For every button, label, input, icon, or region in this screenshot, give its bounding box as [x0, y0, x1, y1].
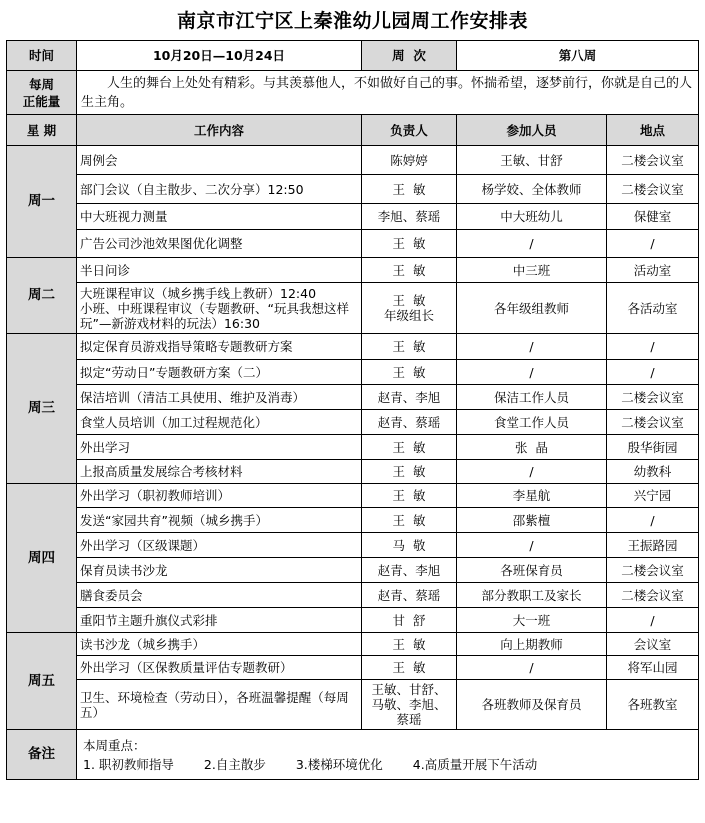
task-owner-line: 王 敏 [392, 488, 426, 503]
task-location: 二楼会议室 [607, 385, 699, 410]
task-participants: 王敏、甘舒 [457, 146, 607, 175]
task-participants: / [457, 533, 607, 558]
table-row [7, 334, 699, 360]
task-content [77, 230, 362, 258]
task-content-line: 卫生、环境检查（劳动日），各班温馨提醒（每周五） [80, 689, 349, 720]
task-content-line: 半日问诊 [80, 262, 131, 278]
day-label: 周五 [7, 633, 77, 730]
task-location: / [607, 334, 699, 360]
task-participants: / [457, 656, 607, 680]
task-participants: 向上期教师 [457, 633, 607, 656]
task-content [77, 334, 362, 360]
task-participants: 张 晶 [457, 435, 607, 460]
task-content [77, 360, 362, 385]
task-location: 殷华街园 [607, 435, 699, 460]
motto-label [7, 71, 77, 115]
task-content-line: 重阳节主题升旗仪式彩排 [80, 612, 218, 628]
table-row [7, 258, 699, 283]
task-owner-line: 王 敏 [392, 181, 426, 197]
task-content [77, 583, 362, 608]
task-content-line: 外出学习（区保教质量评估专题教研） [80, 660, 293, 675]
task-content [77, 175, 362, 204]
table-row [7, 608, 699, 633]
task-content [77, 608, 362, 633]
task-participants: 各年级组教师 [457, 283, 607, 334]
task-location: 二楼会议室 [607, 558, 699, 583]
task-owner [362, 680, 457, 730]
motto-label-line1: 每周 [28, 76, 54, 92]
task-content [77, 146, 362, 175]
task-owner-line: 王 敏 [392, 464, 426, 479]
task-owner [362, 334, 457, 360]
task-content-line: 周例会 [80, 152, 118, 168]
table-row [7, 385, 699, 410]
task-location: 二楼会议室 [607, 175, 699, 204]
page-title: 南京市江宁区上秦淮幼儿园周工作安排表 [176, 10, 528, 32]
table-row [7, 680, 699, 730]
task-content-line: 食堂人员培训（加工过程规范化） [80, 414, 268, 430]
task-owner [362, 360, 457, 385]
header-row [7, 41, 699, 71]
task-owner-line: 王 敏 [392, 339, 426, 354]
task-content-line: 保育员读书沙龙 [80, 562, 168, 578]
task-participants: 各班保育员 [457, 558, 607, 583]
notes-row [7, 730, 699, 780]
task-owner-line: 马 敬 [392, 537, 426, 553]
day-label: 周一 [7, 146, 77, 258]
task-participants: 食堂工作人员 [457, 410, 607, 435]
motto-text: 人生的舞台上处处有精彩。与其羡慕他人，不如做好自己的事。怀揣希望，逐梦前行，你就是自己的人生主角。 [77, 71, 699, 115]
task-content-line: 广告公司沙池效果图优化调整 [80, 236, 243, 251]
task-content [77, 283, 362, 334]
time-label: 时间 [7, 41, 77, 71]
task-location: 兴宁园 [607, 484, 699, 508]
table-row [7, 656, 699, 680]
column-owner: 负责人 [362, 115, 457, 146]
task-content [77, 385, 362, 410]
task-location: 二楼会议室 [607, 583, 699, 608]
task-owner [362, 633, 457, 656]
task-owner-line: 王 敏 [392, 660, 426, 675]
table-row [7, 204, 699, 230]
task-owner-line: 赵青、蔡瑶 [377, 587, 441, 603]
notes-items [83, 755, 692, 774]
table-row [7, 283, 699, 334]
column-participants: 参加人员 [457, 115, 607, 146]
task-participants: 部分教职工及家长 [457, 583, 607, 608]
task-location: 活动室 [607, 258, 699, 283]
task-owner [362, 175, 457, 204]
column-content: 工作内容 [77, 115, 362, 146]
task-owner [362, 484, 457, 508]
task-owner [362, 435, 457, 460]
task-content-line: 外出学习（区级课题） [80, 537, 206, 553]
task-owner [362, 656, 457, 680]
task-content [77, 435, 362, 460]
task-owner [362, 385, 457, 410]
task-owner [362, 230, 457, 258]
column-location: 地点 [607, 115, 699, 146]
task-owner-line: 马敬、李旭、 [371, 697, 447, 712]
task-content [77, 410, 362, 435]
task-participants: 保洁工作人员 [457, 385, 607, 410]
table-row [7, 230, 699, 258]
task-owner [362, 258, 457, 283]
task-participants: / [457, 460, 607, 484]
task-location: 二楼会议室 [607, 410, 699, 435]
task-owner [362, 283, 457, 334]
task-location: 保健室 [607, 204, 699, 230]
task-owner-line: 李旭、蔡瑶 [377, 209, 441, 224]
task-content-line: 部门会议（自主散步、二次分享）12:50 [80, 181, 304, 197]
task-participants: 中三班 [457, 258, 607, 283]
task-owner-line: 赵青、李旭 [377, 389, 441, 405]
task-content-line: 外出学习 [80, 439, 131, 455]
time-value: 10月20日—10月24日 [77, 41, 362, 71]
task-owner [362, 508, 457, 533]
week-label: 周 次 [362, 41, 457, 71]
task-owner-line: 王 敏 [392, 636, 426, 652]
column-day: 星 期 [7, 115, 77, 146]
task-location: 幼教科 [607, 460, 699, 484]
notes-label: 备注 [7, 730, 77, 780]
notes-item: 3.楼梯环境优化 [295, 756, 383, 772]
table-row [7, 435, 699, 460]
task-content-line: 保洁培训（清洁工具使用、维护及消毒） [80, 389, 306, 405]
task-content-line: 上报高质量发展综合考核材料 [80, 464, 243, 479]
task-content [77, 656, 362, 680]
task-content [77, 484, 362, 508]
task-content-line: 中大班视力测量 [80, 209, 168, 224]
task-owner-line: 王 敏 [392, 293, 426, 308]
task-content [77, 633, 362, 656]
motto-row [7, 71, 699, 115]
task-location: / [607, 360, 699, 385]
task-owner [362, 583, 457, 608]
notes-heading: 本周重点： [83, 737, 146, 753]
task-participants: 李星航 [457, 484, 607, 508]
task-owner-line: 蔡瑶 [396, 712, 422, 727]
notes-item: 1. 职初教师指导 [83, 756, 174, 772]
task-owner-line: 王 敏 [392, 439, 426, 455]
task-location: 各活动室 [607, 283, 699, 334]
table-row [7, 175, 699, 204]
task-content-line: 发送“家园共育”视频（城乡携手） [80, 512, 268, 528]
column-header-row [7, 115, 699, 146]
task-location: 将军山园 [607, 656, 699, 680]
task-owner-line: 赵青、蔡瑶 [377, 414, 441, 430]
task-owner [362, 460, 457, 484]
task-participants: 大一班 [457, 608, 607, 633]
notes-item: 4.高质量开展下午活动 [412, 756, 538, 772]
task-content [77, 558, 362, 583]
notes-content [77, 730, 699, 780]
task-owner [362, 410, 457, 435]
task-location: 二楼会议室 [607, 146, 699, 175]
table-row [7, 583, 699, 608]
task-participants: 各班教师及保育员 [457, 680, 607, 730]
task-location: / [607, 230, 699, 258]
week-value: 第八周 [457, 41, 699, 71]
task-content [77, 204, 362, 230]
task-owner [362, 558, 457, 583]
task-owner-line: 王 敏 [392, 262, 426, 278]
task-owner-line: 王 敏 [392, 512, 426, 528]
task-participants: / [457, 334, 607, 360]
task-participants: / [457, 360, 607, 385]
task-content-line: 拟定保育员游戏指导策略专题教研方案 [80, 339, 293, 354]
notes-item: 2.自主散步 [203, 756, 266, 772]
table-row [7, 533, 699, 558]
task-content [77, 533, 362, 558]
table-row [7, 558, 699, 583]
task-owner-line: 王 敏 [392, 364, 426, 380]
task-owner-line: 陈婷婷 [390, 152, 428, 168]
task-owner [362, 608, 457, 633]
task-owner-line: 甘 舒 [392, 612, 426, 628]
day-label: 周四 [7, 484, 77, 633]
table-row [7, 460, 699, 484]
task-content-line: 膳食委员会 [80, 587, 143, 603]
day-label: 周二 [7, 258, 77, 334]
task-owner-line: 年级组长 [383, 308, 434, 323]
task-participants: 中大班幼儿 [457, 204, 607, 230]
task-content-line: 小班、中班课程审议（专题教研、“玩具我想这样玩”—新游戏材料的玩法）16:30 [80, 300, 349, 331]
task-location: / [607, 608, 699, 633]
task-owner-line: 王 敏 [392, 236, 426, 251]
task-content [77, 508, 362, 533]
task-owner [362, 204, 457, 230]
day-label: 周三 [7, 334, 77, 484]
table-row [7, 410, 699, 435]
task-participants: 杨学姣、全体教师 [457, 175, 607, 204]
task-owner-line: 王敏、甘舒、 [371, 682, 447, 697]
task-owner-line: 赵青、李旭 [377, 562, 441, 578]
table-row [7, 633, 699, 656]
task-content-line: 大班课程审议（城乡携手线上教研）12:40 [80, 285, 317, 301]
task-participants: / [457, 230, 607, 258]
schedule-table [6, 40, 699, 780]
task-location: 各班教室 [607, 680, 699, 730]
task-owner [362, 146, 457, 175]
table-row [7, 508, 699, 533]
task-content [77, 460, 362, 484]
task-content-line: 外出学习（职初教师培训） [80, 488, 231, 503]
task-location: / [607, 508, 699, 533]
task-content-line: 拟定“劳动日”专题教研方案（二） [80, 364, 268, 380]
table-row [7, 360, 699, 385]
table-row [7, 484, 699, 508]
task-content-line: 读书沙龙（城乡携手） [80, 636, 206, 652]
task-participants: 邵紫檀 [457, 508, 607, 533]
task-content [77, 258, 362, 283]
motto-label-line2: 正能量 [22, 93, 61, 109]
task-owner [362, 533, 457, 558]
task-location: 会议室 [607, 633, 699, 656]
table-row [7, 146, 699, 175]
task-location: 王振路园 [607, 533, 699, 558]
task-content [77, 680, 362, 730]
